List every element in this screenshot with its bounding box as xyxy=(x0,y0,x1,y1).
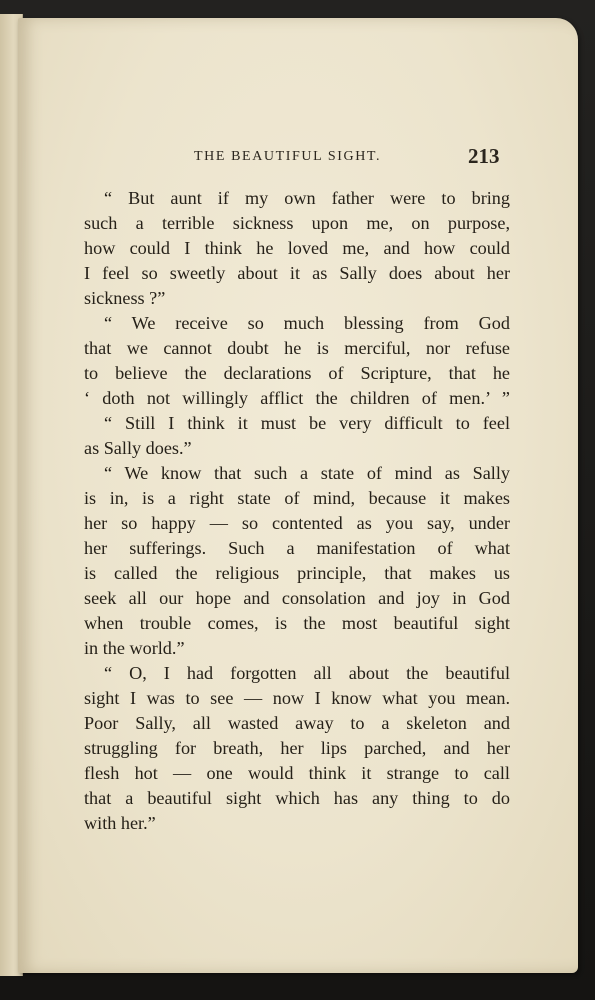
text-line: Poor Sally, all wasted away to a skeleton and xyxy=(84,713,510,733)
text-line: “ Still I think it must be very difficult to feel xyxy=(104,413,510,433)
text-line: “ We know that such a state of mind as Sally xyxy=(104,463,510,483)
body-text xyxy=(84,186,510,836)
text-line: with her.” xyxy=(84,813,156,833)
page-header xyxy=(18,146,578,170)
text-line: “ We receive so much blessing from God xyxy=(104,313,510,333)
text-line: when trouble comes, is the most beautiful sight xyxy=(84,613,510,633)
text-line: how could I think he loved me, and how could xyxy=(84,238,510,258)
text-line: flesh hot — one would think it strange to call xyxy=(84,763,510,783)
text-line: I feel so sweetly about it as Sally does about her xyxy=(84,263,510,283)
page-number: 213 xyxy=(468,144,500,168)
book-page xyxy=(18,18,578,973)
text-line: to believe the declarations of Scripture, that he xyxy=(84,363,510,383)
text-line: is in, is a right state of mind, because it makes xyxy=(84,488,510,508)
text-line: such a terrible sickness upon me, on purpose, xyxy=(84,213,510,233)
text-line: in the world.” xyxy=(84,638,185,658)
text-line: seek all our hope and consolation and joy in God xyxy=(84,588,510,608)
running-head: THE BEAUTIFUL SIGHT. xyxy=(194,149,382,164)
text-line: sight I was to see — now I know what you mean. xyxy=(84,688,510,708)
text-line: her sufferings. Such a manifestation of what xyxy=(84,538,510,558)
text-line: struggling for breath, her lips parched, and her xyxy=(84,738,510,758)
text-line: “ O, I had forgotten all about the beautiful xyxy=(104,663,510,683)
text-line: is called the religious principle, that makes us xyxy=(84,563,510,583)
text-line: “ But aunt if my own father were to bring xyxy=(104,188,510,208)
text-line: as Sally does.” xyxy=(84,438,192,458)
text-line: sickness ?” xyxy=(84,288,166,308)
text-line: her so happy — so contented as you say, under xyxy=(84,513,510,533)
text-line: ‘ doth not willingly afflict the children of men.’ ” xyxy=(84,388,510,408)
text-line: that we cannot doubt he is merciful, nor refuse xyxy=(84,338,510,358)
text-line: that a beautiful sight which has any thing to do xyxy=(84,788,510,808)
